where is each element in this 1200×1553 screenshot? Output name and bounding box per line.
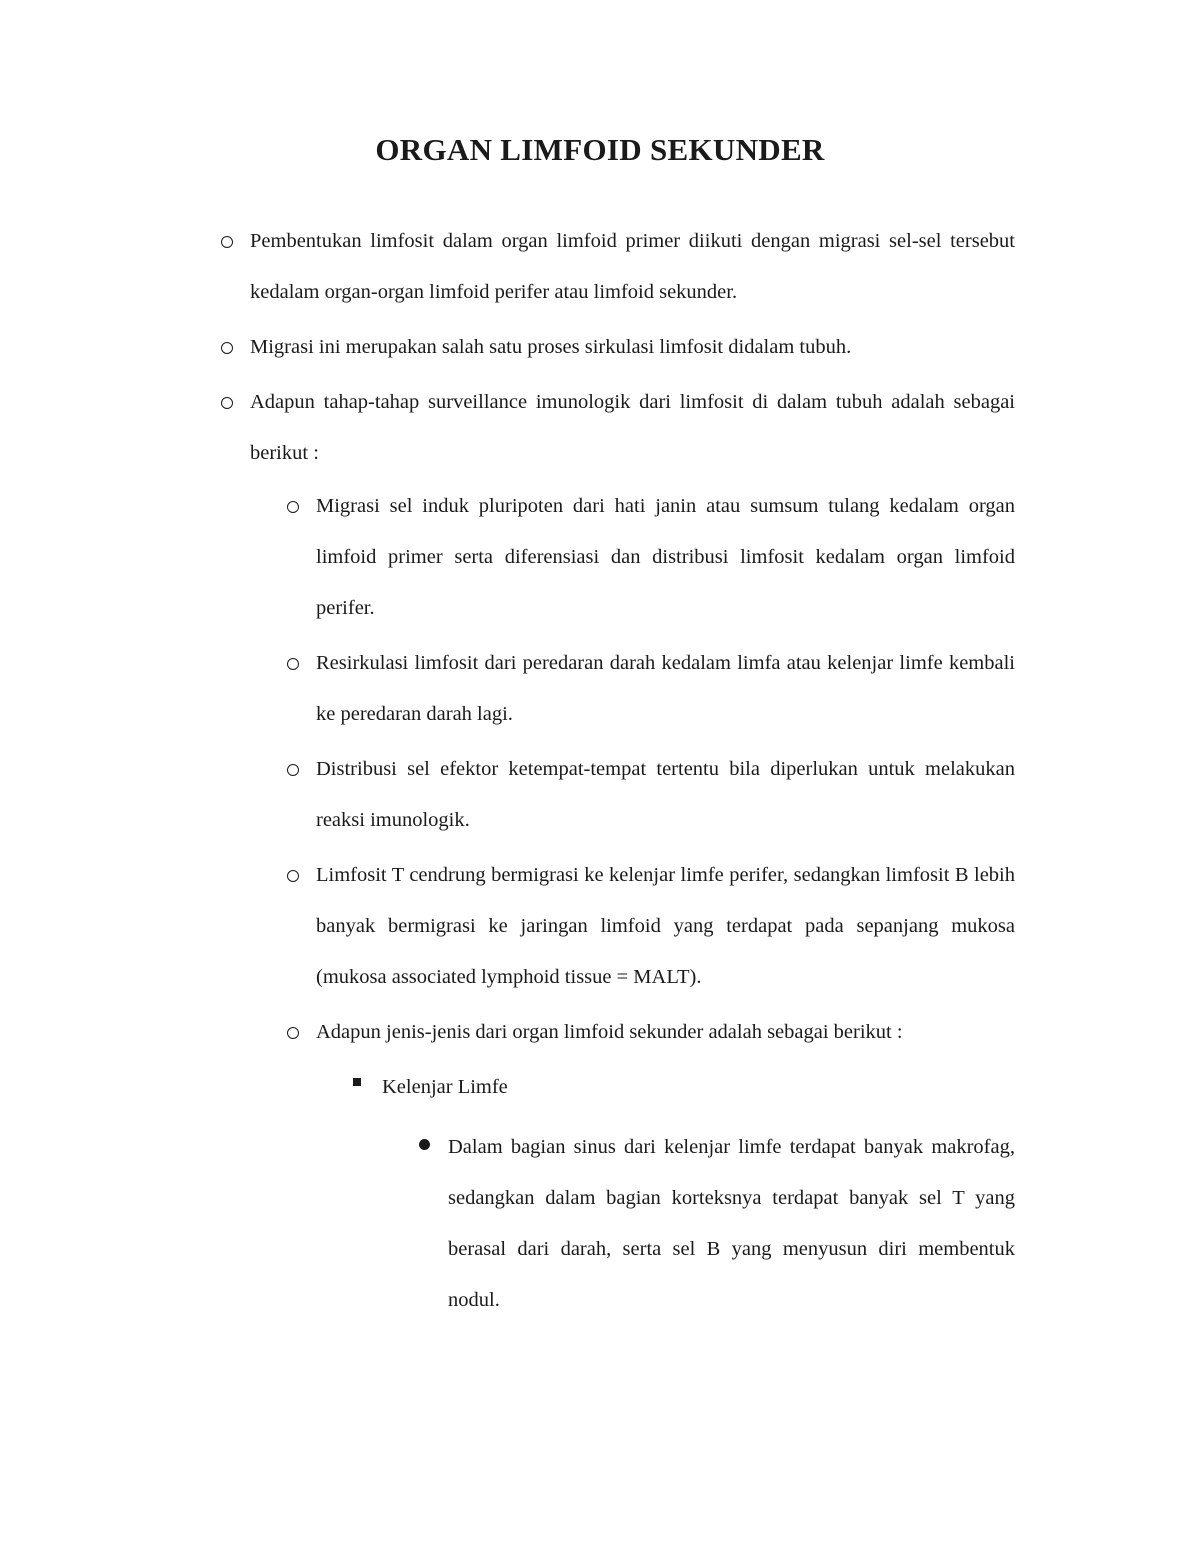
filled-circle-bullet-icon — [419, 1139, 430, 1150]
sub-sub-list-item — [382, 1062, 1015, 1113]
hollow-circle-bullet-icon — [287, 870, 299, 882]
sub-list-item-text: Migrasi sel induk pluripoten dari hati janin atau sumsum tulang kedalam organ limfoid primer serta diferensiasi dan distribusi limfosit kedalam organ limfoid perifer. — [316, 495, 1015, 619]
list-item — [250, 322, 1015, 373]
page-title: ORGAN LIMFOID SEKUNDER — [375, 132, 825, 167]
sub-list-item — [316, 638, 1015, 740]
hollow-circle-bullet-icon — [221, 397, 233, 409]
hollow-circle-bullet-icon — [287, 764, 299, 776]
hollow-circle-bullet-icon — [287, 658, 299, 670]
hollow-circle-bullet-icon — [287, 501, 299, 513]
deep-list-item — [448, 1122, 1015, 1326]
list-item — [250, 377, 1015, 479]
sub-list-item — [316, 744, 1015, 846]
square-bullet-icon — [353, 1078, 361, 1086]
deep-list-item-text: Dalam bagian sinus dari kelenjar limfe terdapat banyak makrofag, sedangkan dalam bagian korteksnya terdapat banyak sel T yang berasal dari darah, serta sel B yang menyusun diri membentuk nodul. — [448, 1136, 1015, 1311]
list-item-text: Pembentukan limfosit dalam organ limfoid primer diikuti dengan migrasi sel-sel tersebut kedalam organ-organ limfoid perifer atau limfoid sekunder. — [250, 230, 1015, 303]
hollow-circle-bullet-icon — [221, 342, 233, 354]
hollow-circle-bullet-icon — [221, 236, 233, 248]
sub-list-item-text: Distribusi sel efektor ketempat-tempat tertentu bila diperlukan untuk melakukan reaksi imunologik. — [316, 758, 1015, 831]
sub-sub-list-item-text: Kelenjar Limfe — [382, 1076, 508, 1098]
sub-list-item — [316, 481, 1015, 634]
list-item-text: Migrasi ini merupakan salah satu proses sirkulasi limfosit didalam tubuh. — [250, 336, 852, 358]
sub-list-item — [316, 1007, 1015, 1058]
sub-list-item-text: Adapun jenis-jenis dari organ limfoid sekunder adalah sebagai berikut : — [316, 1021, 903, 1043]
sub-list-item-text: Limfosit T cendrung bermigrasi ke kelenjar limfe perifer, sedangkan limfosit B lebih banyak bermigrasi ke jaringan limfoid yang terdapat pada sepanjang mukosa (mukosa associated lymphoid tissue = MALT). — [316, 864, 1015, 988]
sub-list-item-text: Resirkulasi limfosit dari peredaran darah kedalam limfa atau kelenjar limfe kembali ke peredaran darah lagi. — [316, 652, 1015, 725]
hollow-circle-bullet-icon — [287, 1027, 299, 1039]
list-item — [250, 216, 1015, 318]
sub-list-item — [316, 850, 1015, 1003]
list-item-text: Adapun tahap-tahap surveillance imunologik dari limfosit di dalam tubuh adalah sebagai berikut : — [250, 391, 1015, 464]
